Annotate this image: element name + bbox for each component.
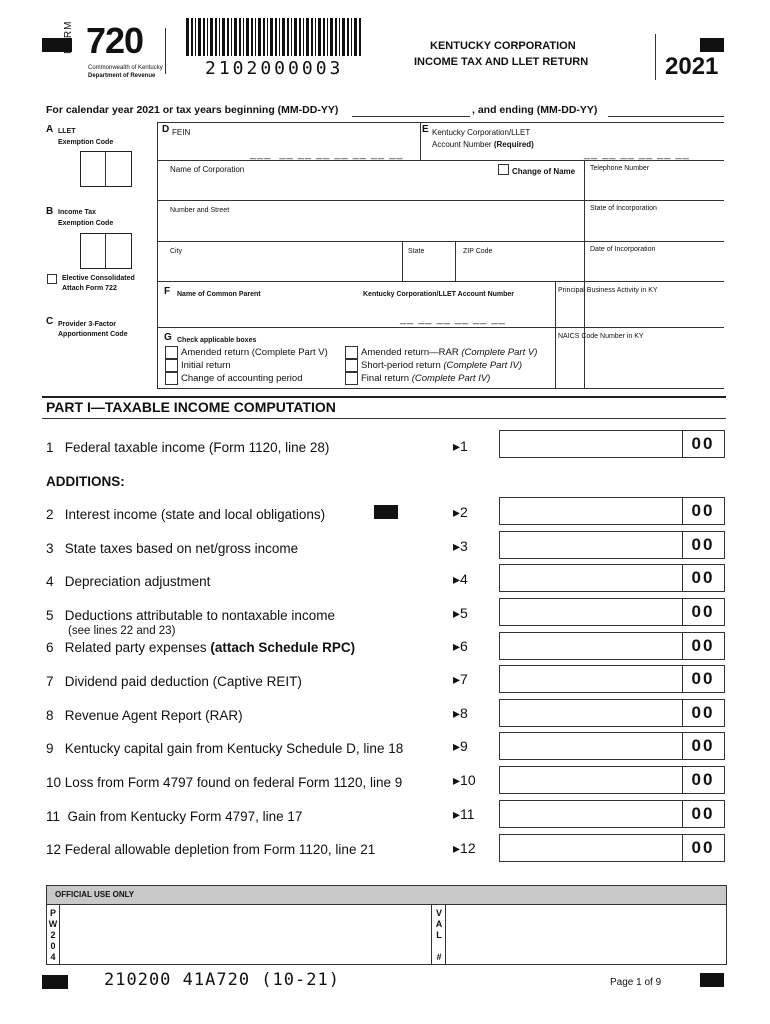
section-b-letter: B [46, 206, 54, 217]
form-code: 210200 41A720 (10-21) [104, 970, 340, 990]
section-e-line2: Account Number [432, 140, 492, 149]
city-label: City [170, 248, 183, 255]
elective-line2: Attach Form 722 [62, 285, 117, 292]
val-letters: V A L # [435, 908, 443, 962]
additions-label: ADDITIONS: [46, 474, 125, 489]
fein-label: FEIN [172, 128, 191, 137]
g-right-options [345, 346, 537, 385]
section-c-letter: C [46, 316, 54, 327]
section-c-line2: Apportionment Code [58, 331, 128, 338]
form-title-line2: INCOME TAX AND LLET RETURN [414, 56, 589, 68]
section-e-letter: E [422, 124, 429, 135]
state-label: State [408, 248, 425, 255]
fein-input[interactable]: ___ __ __ __ __ __ __ __ [250, 148, 404, 160]
registration-mark-mid [374, 505, 398, 519]
llet-exemption-code-input[interactable] [80, 151, 132, 187]
section-e-required: (Required) [493, 140, 534, 149]
section-g-title: Check applicable boxes [177, 337, 257, 344]
section-c-line1: Provider 3-Factor [58, 321, 116, 328]
g-left-options [165, 346, 328, 385]
line-12-label: 12 Federal allowable depletion from Form 1120, line 21 [46, 842, 376, 857]
barcode-number: 2102000003 [205, 58, 344, 79]
line-4-ref: ▸4 [453, 571, 468, 587]
principal-activity-label: Principal Business Activity in KY [558, 287, 658, 294]
line-9-amount[interactable]: 00 [499, 732, 725, 760]
section-f-letter: F [164, 286, 171, 297]
line-7-ref: ▸7 [453, 671, 468, 687]
form-title-line1: KENTUCKY CORPORATION [430, 40, 576, 52]
line-12-ref: ▸12 [453, 840, 476, 856]
line-3-label: 3 State taxes based on net/gross income [46, 541, 299, 556]
parent-account-label: Kentucky Corporation/LLET Account Number [363, 291, 515, 298]
income-tax-exemption-code-input[interactable] [80, 233, 132, 269]
tax-year: 2021 [665, 53, 719, 80]
line-5-label: 5 Deductions attributable to nontaxable income [46, 608, 335, 623]
form-label: FORM [63, 20, 74, 54]
line-8-amount[interactable]: 00 [499, 699, 725, 727]
line-1-amount[interactable]: 00 [499, 430, 725, 458]
agency-line2: Department of Revenue [88, 73, 156, 79]
zip-label: ZIP Code [463, 248, 493, 255]
state-of-incorporation-label: State of Incorporation [590, 205, 657, 212]
g-initial-return-option[interactable]: Initial return [165, 359, 328, 372]
line-5-amount[interactable]: 00 [499, 598, 725, 626]
line-4-label: 4 Depreciation adjustment [46, 574, 211, 589]
line-6-label: 6 Related party expenses (attach Schedule RPC) [46, 640, 356, 655]
elective-line1: Elective Consolidated [62, 275, 135, 282]
line-8-ref: ▸8 [453, 705, 468, 721]
line-10-amount[interactable]: 00 [499, 766, 725, 794]
line-11-label: 11 Gain from Kentucky Form 4797, line 17 [46, 809, 303, 824]
line-12-amount[interactable]: 00 [499, 834, 725, 862]
section-g-letter: G [164, 332, 172, 343]
line-5-ref: ▸5 [453, 605, 468, 621]
page-number: Page 1 of 9 [610, 977, 662, 988]
telephone-label: Telephone Number [590, 165, 650, 172]
line-6-ref: ▸6 [453, 638, 468, 654]
section-a-letter: A [46, 124, 54, 135]
change-of-name-checkbox[interactable] [498, 164, 509, 175]
registration-mark-bottom-left [42, 975, 68, 989]
ky-account-input[interactable]: __ __ __ __ __ __ [584, 148, 690, 160]
period-end-input[interactable] [608, 116, 724, 117]
section-e-line2-wrap [432, 140, 534, 149]
line-2-label: 2 Interest income (state and local obligations) [46, 507, 326, 522]
line-1-ref: ▸1 [453, 438, 468, 454]
line-3-amount[interactable]: 00 [499, 531, 725, 559]
line-3-ref: ▸3 [453, 538, 468, 554]
section-a-line2: Exemption Code [58, 139, 114, 146]
g-change-accounting-option[interactable]: Change of accounting period [165, 372, 328, 385]
line-2-ref: ▸2 [453, 504, 468, 520]
registration-mark-bottom-right [700, 973, 724, 987]
line-9-label: 9 Kentucky capital gain from Kentucky Schedule D, line 18 [46, 741, 404, 756]
section-e-line1: Kentucky Corporation/LLET [432, 128, 531, 137]
line-1-label: 1 Federal taxable income (Form 1120, line 28) [46, 440, 330, 455]
naics-label: NAICS Code Number in KY [558, 333, 644, 340]
parent-account-input[interactable]: __ __ __ __ __ __ [400, 313, 506, 325]
name-of-corporation-label: Name of Corporation [170, 165, 245, 174]
elective-consolidated-checkbox[interactable] [47, 274, 57, 284]
line-7-label: 7 Dividend paid deduction (Captive REIT) [46, 674, 302, 689]
section-b-line1: Income Tax [58, 209, 96, 216]
line-4-amount[interactable]: 00 [499, 564, 725, 592]
line-6-amount[interactable]: 00 [499, 632, 725, 660]
section-b-line2: Exemption Code [58, 220, 114, 227]
g-amended-rar-option[interactable]: Amended return—RAR (Complete Part V) [345, 346, 537, 359]
pw204-letters: P W 2 0 4 [48, 908, 58, 962]
line-7-amount[interactable]: 00 [499, 665, 725, 693]
common-parent-label: Name of Common Parent [177, 291, 261, 298]
official-use-title: OFFICIAL USE ONLY [55, 890, 135, 899]
change-of-name-label: Change of Name [512, 167, 576, 176]
period-end-label: , and ending (MM-DD-YY) [472, 104, 598, 116]
line-11-ref: ▸11 [453, 806, 475, 822]
line-9-ref: ▸9 [453, 738, 468, 754]
header-divider [165, 28, 166, 74]
period-begin-input[interactable] [352, 116, 470, 117]
official-use-box [46, 885, 727, 965]
form-number: 720 [86, 20, 144, 61]
official-use-header [47, 886, 726, 905]
g-short-period-option[interactable]: Short-period return (Complete Part IV) [345, 359, 537, 372]
line-10-ref: ▸10 [453, 772, 476, 788]
section-d-letter: D [162, 124, 170, 135]
section-a-line1: LLET [58, 128, 76, 135]
line-5-sub: (see lines 22 and 23) [68, 625, 176, 637]
number-street-label: Number and Street [170, 207, 230, 214]
line-10-label: 10 Loss from Form 4797 found on federal Form 1120, line 9 [46, 775, 403, 790]
registration-mark-top-right [700, 38, 724, 52]
part1-title: PART I—TAXABLE INCOME COMPUTATION [46, 399, 336, 415]
line-11-amount[interactable]: 00 [499, 800, 725, 828]
line-8-label: 8 Revenue Agent Report (RAR) [46, 708, 243, 723]
period-begin-label: For calendar year 2021 or tax years beginning (MM-DD-YY) [46, 104, 339, 116]
year-divider [655, 34, 656, 80]
agency-line1: Commonwealth of Kentucky [88, 65, 163, 71]
g-amended-return-option[interactable]: Amended return (Complete Part V) [165, 346, 328, 359]
g-final-return-option[interactable]: Final return (Complete Part IV) [345, 372, 537, 385]
date-of-incorporation-label: Date of Incorporation [590, 246, 656, 253]
barcode [186, 18, 366, 56]
line-2-amount[interactable]: 00 [499, 497, 725, 525]
